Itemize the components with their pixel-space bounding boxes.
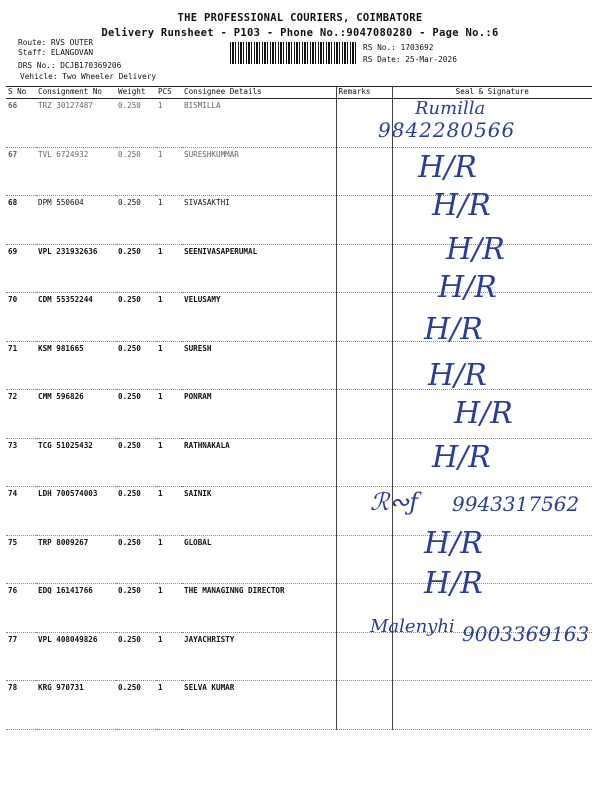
signature-66-phone: 9842280566: [378, 118, 516, 142]
cell-consignment: DPM 550604: [36, 196, 116, 245]
cell-weight: 0.250: [116, 487, 156, 536]
table-row: [6, 341, 592, 390]
cell-weight: 0.250: [116, 147, 156, 196]
cell-sno: 66: [6, 99, 36, 148]
cell-consignee: RATHNAKALA: [182, 438, 336, 487]
cell-consignment: TRP 8009267: [36, 535, 116, 584]
cell-pcs: 1: [156, 293, 182, 342]
cell-pcs: 1: [156, 147, 182, 196]
runsheet-title: Delivery Runsheet - P103 - Phone No.:9047080280 - Page No.:6: [101, 27, 499, 39]
cell-pcs: 1: [156, 535, 182, 584]
cell-pcs: 1: [156, 341, 182, 390]
cell-weight: 0.250: [116, 438, 156, 487]
hr-mark-67: H/R: [418, 150, 477, 185]
cell-consignee: SEENIVASAPERUMAL: [182, 244, 336, 293]
hr-mark-77: H/R: [424, 566, 483, 601]
cell-consignment: KRG 970731: [36, 681, 116, 730]
cell-consignee: THE MANAGINNG DIRECTOR: [182, 584, 336, 633]
rs-date: RS Date: 25-Mar-2026: [363, 55, 457, 64]
cell-consignment: CMM 596826: [36, 390, 116, 439]
cell-weight: 0.250: [116, 99, 156, 148]
cell-consignee: SURESHKUMMAR: [182, 147, 336, 196]
cell-remarks: [336, 632, 392, 681]
cell-remarks: [336, 196, 392, 245]
cell-weight: 0.250: [116, 196, 156, 245]
drs-number: DRS No.: DCJB170369206: [18, 61, 122, 70]
cell-remarks: [336, 341, 392, 390]
signature-66: Rumilla: [415, 98, 486, 119]
cell-remarks: [336, 293, 392, 342]
hr-mark-69: H/R: [446, 232, 505, 267]
signature-78: Malenyhi: [370, 616, 455, 637]
staff: Staff: ELANGOVAN: [18, 48, 94, 57]
cell-consignee: SURESH: [182, 341, 336, 390]
cell-consignee: PONRAM: [182, 390, 336, 439]
cell-consignment: TCG 51025432: [36, 438, 116, 487]
cell-pcs: 1: [156, 196, 182, 245]
cell-remarks: [336, 244, 392, 293]
col-consignee: Consignee Details: [182, 87, 336, 99]
cell-remarks: [336, 147, 392, 196]
rs-number: RS No.: 1703692: [363, 43, 434, 52]
cell-weight: 0.250: [116, 244, 156, 293]
cell-weight: 0.250: [116, 341, 156, 390]
cell-consignment: CDM 55352244: [36, 293, 116, 342]
cell-weight: 0.250: [116, 681, 156, 730]
cell-weight: 0.250: [116, 584, 156, 633]
cell-pcs: 1: [156, 632, 182, 681]
cell-consignee: VELUSAMY: [182, 293, 336, 342]
cell-remarks: [336, 535, 392, 584]
table-row: [6, 535, 592, 584]
cell-pcs: 1: [156, 438, 182, 487]
cell-remarks: [336, 438, 392, 487]
hr-mark-73: H/R: [454, 396, 513, 431]
hr-mark-74: H/R: [432, 440, 491, 475]
cell-pcs: 1: [156, 681, 182, 730]
table-row: [6, 438, 592, 487]
cell-sno: 76: [6, 584, 36, 633]
cell-consignment: EDQ 16141766: [36, 584, 116, 633]
hr-mark-70: H/R: [438, 270, 497, 305]
cell-sno: 67: [6, 147, 36, 196]
signature-75-mark: ℛ∾ƒ: [370, 488, 419, 516]
col-remarks: Remarks: [336, 87, 392, 99]
cell-remarks: [336, 390, 392, 439]
route: Route: RVS OUTER: [18, 38, 94, 47]
cell-consignment: TRZ 30127487: [36, 99, 116, 148]
cell-weight: 0.250: [116, 390, 156, 439]
cell-sno: 68: [6, 196, 36, 245]
cell-weight: 0.250: [116, 535, 156, 584]
cell-sno: 69: [6, 244, 36, 293]
cell-signature: [392, 535, 592, 584]
cell-consignee: BISMILLA: [182, 99, 336, 148]
cell-sno: 70: [6, 293, 36, 342]
cell-consignment: VPL 408049826: [36, 632, 116, 681]
cell-sno: 72: [6, 390, 36, 439]
barcode: [230, 42, 356, 64]
cell-consignment: TVL 6724932: [36, 147, 116, 196]
cell-signature: [392, 681, 592, 730]
cell-consignee: JAYACHRISTY: [182, 632, 336, 681]
vehicle: Vehicle: Two Wheeler Delivery: [20, 72, 157, 81]
cell-sno: 74: [6, 487, 36, 536]
cell-sno: 71: [6, 341, 36, 390]
col-signature: Seal & Signature: [392, 87, 592, 99]
cell-sno: 77: [6, 632, 36, 681]
table-header: [6, 87, 592, 99]
hr-mark-76: H/R: [424, 526, 483, 561]
cell-pcs: 1: [156, 390, 182, 439]
cell-weight: 0.250: [116, 293, 156, 342]
company-title: THE PROFESSIONAL COURIERS, COIMBATORE: [177, 12, 423, 24]
col-consignment: Consignment No: [36, 87, 116, 99]
col-weight: Weight: [116, 87, 156, 99]
cell-sno: 73: [6, 438, 36, 487]
cell-pcs: 1: [156, 99, 182, 148]
signature-75-phone: 9943317562: [452, 492, 580, 516]
cell-signature: [392, 341, 592, 390]
col-pcs: PCS: [156, 87, 182, 99]
hr-mark-68: H/R: [432, 188, 491, 223]
hr-mark-71: H/R: [424, 312, 483, 347]
cell-consignment: KSM 981665: [36, 341, 116, 390]
cell-pcs: 1: [156, 244, 182, 293]
cell-consignment: VPL 231932636: [36, 244, 116, 293]
hr-mark-72: H/R: [428, 358, 487, 393]
table-row: [6, 147, 592, 196]
cell-remarks: [336, 681, 392, 730]
cell-signature: [392, 438, 592, 487]
table-row: [6, 293, 592, 342]
col-sno: S No: [6, 87, 36, 99]
cell-sno: 78: [6, 681, 36, 730]
cell-consignment: LDH 700574003: [36, 487, 116, 536]
cell-pcs: 1: [156, 584, 182, 633]
cell-consignee: SELVA KUMAR: [182, 681, 336, 730]
table-row: [6, 681, 592, 730]
cell-consignee: SAINIK: [182, 487, 336, 536]
cell-consignee: GLOBAL: [182, 535, 336, 584]
signature-78-phone: 9003369163: [462, 622, 590, 646]
cell-weight: 0.250: [116, 632, 156, 681]
cell-consignee: SIVASAKTHI: [182, 196, 336, 245]
cell-pcs: 1: [156, 487, 182, 536]
cell-sno: 75: [6, 535, 36, 584]
